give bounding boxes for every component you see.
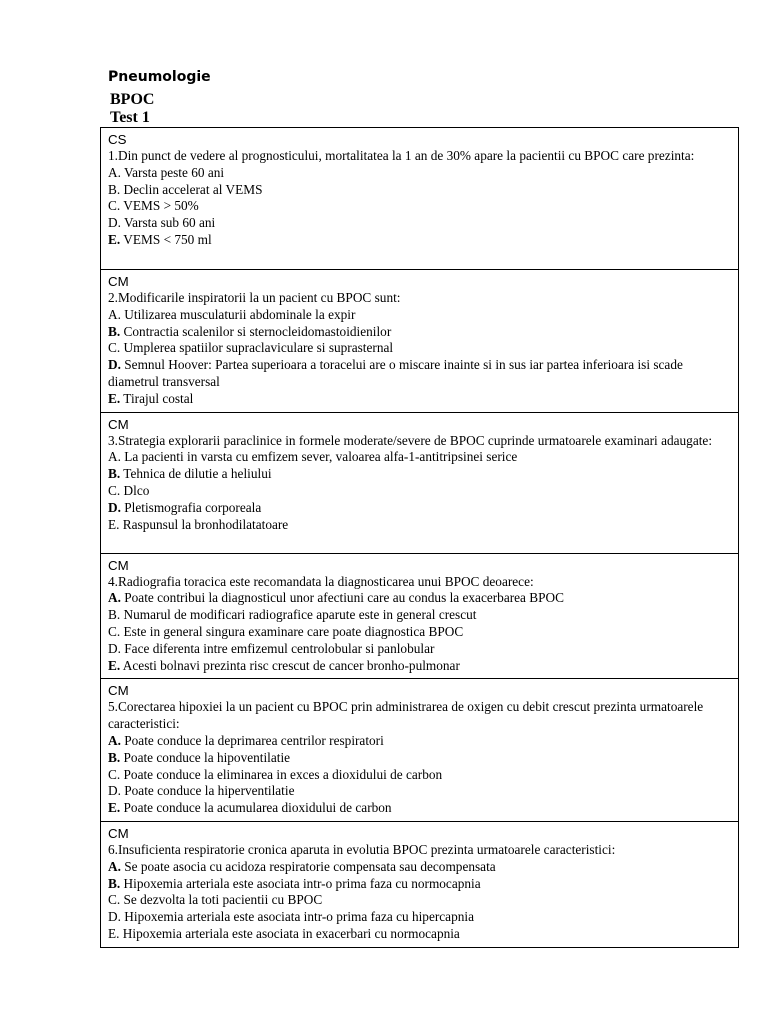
question-row-2	[101, 270, 739, 413]
option-b	[108, 876, 732, 893]
option-text: Varsta sub 60 ani	[124, 215, 216, 231]
option-letter: E.	[108, 516, 120, 532]
option-letter: C.	[108, 892, 121, 908]
option-text: Poate conduce la acumularea dioxidului de carbon	[123, 800, 392, 816]
question-cell-2	[101, 270, 739, 413]
option-letter: E.	[108, 657, 121, 673]
option-text: Poate conduce la deprimarea centrilor respiratori	[124, 732, 384, 748]
question-text: 6.Insuficienta respiratorie cronica aparuta in evolutia BPOC prezinta urmatoarele caracteristici:	[108, 841, 616, 857]
option-e	[108, 800, 732, 817]
question-type: CM	[108, 557, 129, 573]
option-text: La pacienti in varsta cu emfizem sever, valoarea alfa-1-antitripsinei serice	[124, 449, 518, 465]
option-letter: E.	[108, 390, 121, 406]
option-letter: B.	[108, 749, 121, 765]
option-c	[108, 767, 732, 784]
question-cell-4	[101, 553, 739, 679]
option-e	[108, 391, 732, 408]
option-text: Hipoxemia arteriala este asociata in exacerbari cu normocapnia	[122, 925, 460, 941]
option-b	[108, 324, 732, 341]
option-text: Numarul de modificari radiografice aparute este in general crescut	[123, 607, 477, 623]
topic-heading: BPOC	[110, 91, 155, 108]
option-d	[108, 641, 732, 658]
option-text: Tirajul costal	[123, 390, 194, 406]
option-c	[108, 483, 732, 500]
question-cell-5	[101, 679, 739, 822]
option-letter: D.	[108, 357, 121, 373]
option-e	[108, 517, 732, 534]
option-a	[108, 449, 732, 466]
option-letter: E.	[108, 800, 121, 816]
option-text: Semnul Hoover: Partea superioara a toracelui are o miscare inainte si in sus iar partea inferioara isi scade diametrul transversal	[108, 357, 683, 389]
option-letter: C.	[108, 766, 121, 782]
option-c	[108, 340, 732, 357]
option-text: Face diferenta intre emfizemul centrolobular si panlobular	[124, 640, 435, 656]
option-text: Hipoxemia arteriala este asociata intr-o prima faza cu normocapnia	[123, 875, 481, 891]
option-text: Acesti bolnavi prezinta risc crescut de cancer bronho-pulmonar	[122, 657, 460, 673]
option-text: Tehnica de dilutie a heliului	[123, 466, 272, 482]
option-letter: D.	[108, 783, 121, 799]
option-text: Dlco	[123, 482, 150, 498]
question-type: CM	[108, 683, 129, 699]
option-text: Raspunsul la bronhodilatatoare	[122, 516, 289, 532]
option-d	[108, 215, 732, 232]
option-c	[108, 892, 732, 909]
option-letter: D.	[108, 909, 121, 925]
option-letter: E.	[108, 925, 120, 941]
option-a	[108, 590, 732, 607]
option-d	[108, 500, 732, 517]
question-row-4	[101, 553, 739, 679]
option-text: VEMS < 750 ml	[123, 231, 212, 247]
option-letter: D.	[108, 215, 121, 231]
question-row-3	[101, 412, 739, 553]
option-a	[108, 165, 732, 182]
option-letter: B.	[108, 875, 121, 891]
option-a	[108, 307, 732, 324]
option-text: Se dezvolta la toti pacientii cu BPOC	[123, 892, 323, 908]
question-text: 4.Radiografia toracica este recomandata la diagnosticarea unui BPOC deoarece:	[108, 573, 534, 589]
question-type: CM	[108, 825, 129, 841]
option-d	[108, 357, 732, 391]
option-c	[108, 624, 732, 641]
option-e	[108, 926, 732, 943]
option-text: Poate conduce la hiperventilatie	[124, 783, 295, 799]
option-letter: A.	[108, 590, 121, 606]
option-a	[108, 733, 732, 750]
option-d	[108, 783, 732, 800]
option-text: Hipoxemia arteriala este asociata intr-o prima faza cu hipercapnia	[124, 909, 474, 925]
option-letter: C.	[108, 340, 121, 356]
option-b	[108, 750, 732, 767]
option-a	[108, 859, 732, 876]
option-d	[108, 909, 732, 926]
option-letter: B.	[108, 181, 121, 197]
option-text: Poate conduce la eliminarea in exces a dioxidului de carbon	[123, 766, 443, 782]
option-c	[108, 198, 732, 215]
option-b	[108, 182, 732, 199]
option-letter: B.	[108, 323, 121, 339]
question-text: 3.Strategia explorarii paraclinice in formele moderate/severe de BPOC cuprinde urmatoarele examinari adaugate:	[108, 432, 713, 448]
option-letter: A.	[108, 306, 121, 322]
option-text: Se poate asocia cu acidoza respiratorie compensata sau decompensata	[124, 858, 496, 874]
option-letter: D.	[108, 640, 121, 656]
option-text: Este in general singura examinare care poate diagnostica BPOC	[123, 623, 464, 639]
option-e	[108, 658, 732, 675]
test-heading: Test 1	[110, 109, 150, 126]
option-text: Poate conduce la hipoventilatie	[123, 749, 291, 765]
option-letter: B.	[108, 607, 121, 623]
option-e	[108, 232, 732, 249]
question-row-5	[101, 679, 739, 822]
question-cell-1	[101, 128, 739, 270]
subject-heading: Pneumologie	[108, 69, 211, 85]
option-letter: D.	[108, 499, 121, 515]
option-text: Varsta peste 60 ani	[124, 164, 225, 180]
question-cell-3	[101, 412, 739, 553]
question-text: 5.Corectarea hipoxiei la un pacient cu BPOC prin administrarea de oxigen cu debit crescut prezinta urmatoarele caracteristici:	[108, 699, 704, 732]
option-letter: B.	[108, 466, 121, 482]
option-letter: C.	[108, 482, 121, 498]
question-text: 2.Modificarile inspiratorii la un pacient cu BPOC sunt:	[108, 290, 401, 305]
option-b	[108, 607, 732, 624]
option-text: Declin accelerat al VEMS	[123, 181, 263, 197]
option-letter: A.	[108, 732, 121, 748]
question-cell-6	[101, 821, 739, 947]
option-b	[108, 466, 732, 483]
option-text: Poate contribui la diagnosticul unor afectiuni care au condus la exacerbarea BPOC	[124, 590, 565, 606]
option-letter: A.	[108, 858, 121, 874]
question-type: CM	[108, 274, 129, 289]
option-letter: C.	[108, 623, 121, 639]
option-text: Contractia scalenilor si sternocleidomastoidienilor	[123, 323, 392, 339]
option-text: Pletismografia corporeala	[124, 499, 262, 515]
option-letter: A.	[108, 164, 121, 180]
option-text: Umplerea spatiilor supraclaviculare si suprasternal	[123, 340, 394, 356]
option-letter: A.	[108, 449, 121, 465]
question-type: CM	[108, 416, 129, 432]
option-text: VEMS > 50%	[123, 198, 199, 214]
question-row-6	[101, 821, 739, 947]
option-text: Utilizarea musculaturii abdominale la expir	[124, 306, 356, 322]
option-letter: C.	[108, 198, 121, 214]
questions-table	[100, 127, 739, 948]
question-row-1	[101, 128, 739, 270]
question-text: 1.Din punct de vedere al prognosticului, mortalitatea la 1 an de 30% apare la pacientii cu BPOC care prezinta:	[108, 148, 695, 163]
option-letter: E.	[108, 231, 121, 247]
question-type: CS	[108, 132, 127, 147]
